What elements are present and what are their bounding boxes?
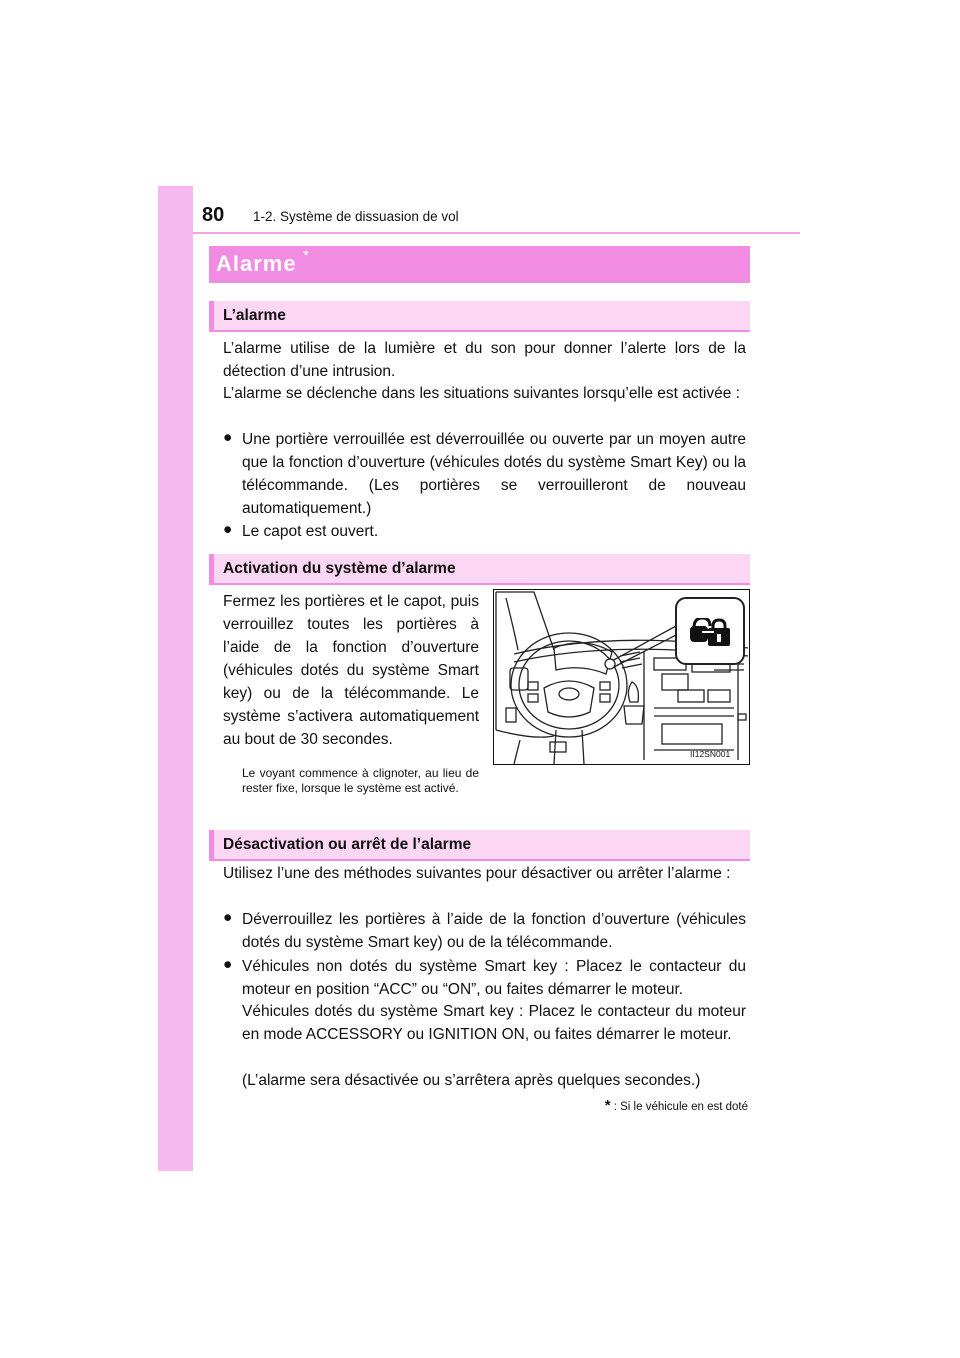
note-text: Le voyant commence à clignoter, au lieu de rester fixe, lorsque le système est activé.: [242, 766, 479, 795]
main-title-asterisk: *: [303, 247, 309, 264]
bullet-text: Déverrouillez les portières à l’aide de la fonction d’ouverture (véhicules dotés du système Smart key) ou de la télécommande.: [242, 911, 746, 951]
section-heading-bar: [209, 301, 750, 332]
bullet-dot: ●: [223, 956, 233, 973]
figure-code: II12SN001: [690, 749, 731, 759]
footnote: [605, 1097, 748, 1114]
dashboard-drawing: [494, 590, 749, 764]
bullet-dot: ●: [223, 521, 233, 538]
bullet-text: Le capot est ouvert.: [242, 523, 379, 540]
running-title: 1-2. Système de dissuasion de vol: [253, 209, 459, 224]
bullet-text: Une portière verrouillée est déverrouillée ou ouverte par un moyen autre que la fonction d’ouverture (véhicules dotés du système Smart Key) ou la télécommande. (Les portières se verrouilleront de nouveau automatiquement.): [242, 431, 746, 517]
footnote-text: : Si le véhicule en est doté: [613, 1101, 748, 1113]
paragraph: L’alarme utilise de la lumière et du son pour donner l’alerte lors de la détection d’une intrusion.: [223, 340, 746, 380]
paragraph: Utilisez l’une des méthodes suivantes pour désactiver ou arrêter l’alarme :: [223, 865, 731, 882]
bullet-text: Véhicules non dotés du système Smart key : Placez le contacteur du moteur en position “ACC” ou “ON”, ou faites démarrer le moteur.: [242, 958, 746, 998]
bullet-dot: ●: [223, 429, 233, 446]
paragraph: L’alarme se déclenche dans les situations suivantes lorsqu’elle est activée :: [223, 385, 740, 402]
dashboard-illustration: [493, 589, 750, 765]
main-title: Alarme: [216, 251, 297, 276]
side-tab-band: [158, 186, 193, 1171]
section-heading-accent: [209, 830, 214, 859]
section-heading: Activation du système d’alarme: [223, 560, 456, 577]
bullet-continuation: (L’alarme sera désactivée ou s’arrêtera après quelques secondes.): [242, 1072, 701, 1089]
footnote-asterisk-icon: *: [604, 1097, 611, 1114]
section-heading-accent: [209, 554, 214, 583]
section-heading: L’alarme: [223, 307, 286, 324]
bullet-continuation: Véhicules dotés du système Smart key : Placez le contacteur du moteur en mode ACCESSORY ou IGNITION ON, ou faites démarrer le moteur.: [242, 1003, 746, 1043]
header-rule: [193, 232, 800, 234]
page-number: 80: [202, 204, 225, 226]
section-heading: Désactivation ou arrêt de l’alarme: [223, 836, 472, 853]
paragraph: Fermez les portières et le capot, puis verrouillez toutes les portières à l’aide de la fonction d’ouverture (véhicules dotés du système Smart key) ou de la télécommande. Le système s’activera automatiquement au bout de 30 secondes.: [223, 593, 479, 748]
security-indicator-lock-icon: [690, 618, 734, 648]
bullet-dot: ●: [223, 909, 233, 926]
section-heading-accent: [209, 301, 214, 330]
